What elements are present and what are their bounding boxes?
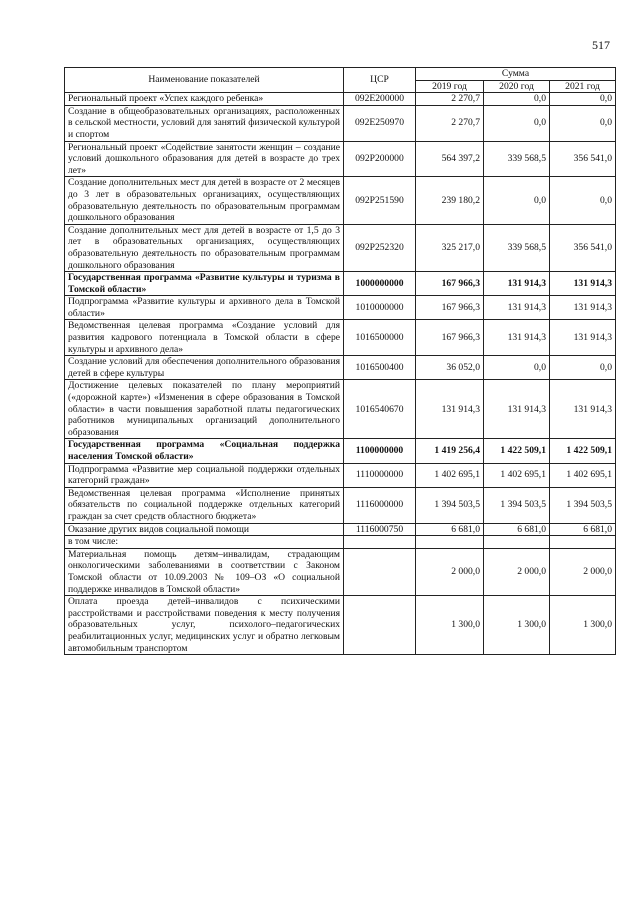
row-value-2019: 1 394 503,5: [416, 487, 484, 523]
row-value-2019: 564 397,2: [416, 141, 484, 177]
table-row: [65, 463, 616, 487]
row-value-2020: 131 914,3: [484, 320, 550, 356]
row-code: 1116000000: [344, 487, 416, 523]
row-name: Создание дополнительных мест для детей в возрасте от 2 месяцев до 3 лет в образовательных организациях, осуществляющих образовательную деятельность по образовательным программам дошкольного образования: [65, 177, 344, 224]
budget-table: [64, 67, 616, 655]
row-name: Ведомственная целевая программа «Исполнение принятых обязательств по социальной поддержке отдельных категорий граждан за счет средств областного бюджета»: [65, 487, 344, 523]
row-code: 092Р252320: [344, 224, 416, 271]
row-value-2019: 6 681,0: [416, 523, 484, 536]
row-value-2021: 2 000,0: [550, 548, 616, 595]
row-code: 1110000000: [344, 463, 416, 487]
table-row: [65, 224, 616, 271]
row-value-2021: 131 914,3: [550, 296, 616, 320]
row-value-2019: 1 402 695,1: [416, 463, 484, 487]
row-value-2020: 0,0: [484, 93, 550, 106]
row-value-2020: 1 422 509,1: [484, 439, 550, 463]
row-code: 1100000000: [344, 439, 416, 463]
page-number: 517: [592, 38, 610, 52]
header-year-2021: 2021 год: [550, 80, 616, 93]
row-value-2020: 0,0: [484, 177, 550, 224]
table-row: [65, 439, 616, 463]
row-code: 1116000750: [344, 523, 416, 536]
row-code: 092Е250970: [344, 105, 416, 141]
row-value-2020: 339 568,5: [484, 224, 550, 271]
table-row: [65, 177, 616, 224]
row-code: [344, 536, 416, 549]
header-name: Наименование показателей: [65, 68, 344, 93]
row-name: Государственная программа «Социальная поддержка населения Томской области»: [65, 439, 344, 463]
row-value-2020: 1 394 503,5: [484, 487, 550, 523]
header-sum: Сумма: [416, 68, 616, 81]
row-name: Создание дополнительных мест для детей в возрасте от 1,5 до 3 лет в образовательных организациях, осуществляющих образовательную деятельность по образовательным программам дошкольного образования: [65, 224, 344, 271]
row-value-2020: 0,0: [484, 356, 550, 380]
row-value-2021: 131 914,3: [550, 380, 616, 439]
table-row: [65, 320, 616, 356]
row-code: 1016540670: [344, 380, 416, 439]
row-value-2021: 1 394 503,5: [550, 487, 616, 523]
row-value-2020: 0,0: [484, 105, 550, 141]
row-name: Достижение целевых показателей по плану мероприятий («дорожной карте») «Изменения в сфере образования в Томской области» в части повышения заработной платы педагогических работников муниципальных организаций дополнительного образования: [65, 380, 344, 439]
row-code: 1000000000: [344, 272, 416, 296]
row-value-2021: 1 300,0: [550, 596, 616, 655]
row-value-2019: 36 052,0: [416, 356, 484, 380]
row-value-2021: 0,0: [550, 105, 616, 141]
row-value-2021: [550, 536, 616, 549]
row-value-2021: 356 541,0: [550, 224, 616, 271]
row-code: 1016500000: [344, 320, 416, 356]
row-code: 092Е200000: [344, 93, 416, 106]
table-row: [65, 296, 616, 320]
row-value-2019: 325 217,0: [416, 224, 484, 271]
row-name: Оказание других видов социальной помощи: [65, 523, 344, 536]
row-code: 092Р251590: [344, 177, 416, 224]
table-row: [65, 536, 616, 549]
row-name: Государственная программа «Развитие культуры и туризма в Томской области»: [65, 272, 344, 296]
table-row: [65, 523, 616, 536]
row-name: Создание условий для обеспечения дополнительного образования детей в сфере культуры: [65, 356, 344, 380]
row-value-2019: 2 000,0: [416, 548, 484, 595]
row-value-2021: 0,0: [550, 356, 616, 380]
table-row: [65, 141, 616, 177]
row-value-2020: 131 914,3: [484, 380, 550, 439]
row-code: 092Р200000: [344, 141, 416, 177]
row-name: Материальная помощь детям–инвалидам, страдающим онкологическими заболеваниями в соответствии с Законом Томской области от 10.09.2003 № 109–ОЗ «О социальной поддержке инвалидов в Томской области»: [65, 548, 344, 595]
row-value-2021: 6 681,0: [550, 523, 616, 536]
row-value-2019: 2 270,7: [416, 93, 484, 106]
row-value-2019: 1 300,0: [416, 596, 484, 655]
row-value-2019: 1 419 256,4: [416, 439, 484, 463]
row-code: [344, 596, 416, 655]
row-value-2019: 167 966,3: [416, 272, 484, 296]
row-name: Создание в общеобразовательных организациях, расположенных в сельской местности, условий для занятий физической культурой и спортом: [65, 105, 344, 141]
row-name: Региональный проект «Успех каждого ребенка»: [65, 93, 344, 106]
table-row: [65, 380, 616, 439]
row-name: Оплата проезда детей–инвалидов с психическими расстройствами и расстройствами поведения к месту получения образовательных услуг, психолого–педагогических реабилитационных услуг, медицинских услуг и обратно легковым автомобильным транспортом: [65, 596, 344, 655]
row-name: Подпрограмма «Развитие мер социальной поддержки отдельных категорий граждан»: [65, 463, 344, 487]
table-row: [65, 105, 616, 141]
row-value-2020: 6 681,0: [484, 523, 550, 536]
row-value-2019: [416, 536, 484, 549]
table-body: [65, 93, 616, 655]
row-value-2019: 2 270,7: [416, 105, 484, 141]
row-value-2021: 0,0: [550, 93, 616, 106]
row-value-2020: 1 300,0: [484, 596, 550, 655]
row-name: Подпрограмма «Развитие культуры и архивного дела в Томской области»: [65, 296, 344, 320]
row-name: Региональный проект «Содействие занятости женщин – создание условий дошкольного образования для детей в возрасте до трех лет»: [65, 141, 344, 177]
row-value-2021: 131 914,3: [550, 320, 616, 356]
table-row: [65, 596, 616, 655]
row-code: 1010000000: [344, 296, 416, 320]
row-code: [344, 548, 416, 595]
row-value-2021: 1 402 695,1: [550, 463, 616, 487]
row-value-2020: 339 568,5: [484, 141, 550, 177]
table-row: [65, 548, 616, 595]
row-value-2020: 2 000,0: [484, 548, 550, 595]
row-value-2019: 131 914,3: [416, 380, 484, 439]
header-year-2019: 2019 год: [416, 80, 484, 93]
header-code: ЦСР: [344, 68, 416, 93]
row-value-2020: 131 914,3: [484, 272, 550, 296]
row-name: Ведомственная целевая программа «Создание условий для развития кадрового потенциала в Томской области в сфере культуры и архивного дела»: [65, 320, 344, 356]
row-code: 1016500400: [344, 356, 416, 380]
row-value-2021: 0,0: [550, 177, 616, 224]
table-row: [65, 356, 616, 380]
row-value-2021: 356 541,0: [550, 141, 616, 177]
row-value-2021: 131 914,3: [550, 272, 616, 296]
table-row: [65, 272, 616, 296]
row-value-2019: 167 966,3: [416, 320, 484, 356]
row-name: в том числе:: [65, 536, 344, 549]
row-value-2021: 1 422 509,1: [550, 439, 616, 463]
row-value-2019: 239 180,2: [416, 177, 484, 224]
row-value-2019: 167 966,3: [416, 296, 484, 320]
table-row: [65, 93, 616, 106]
row-value-2020: [484, 536, 550, 549]
table-row: [65, 487, 616, 523]
row-value-2020: 1 402 695,1: [484, 463, 550, 487]
row-value-2020: 131 914,3: [484, 296, 550, 320]
header-year-2020: 2020 год: [484, 80, 550, 93]
